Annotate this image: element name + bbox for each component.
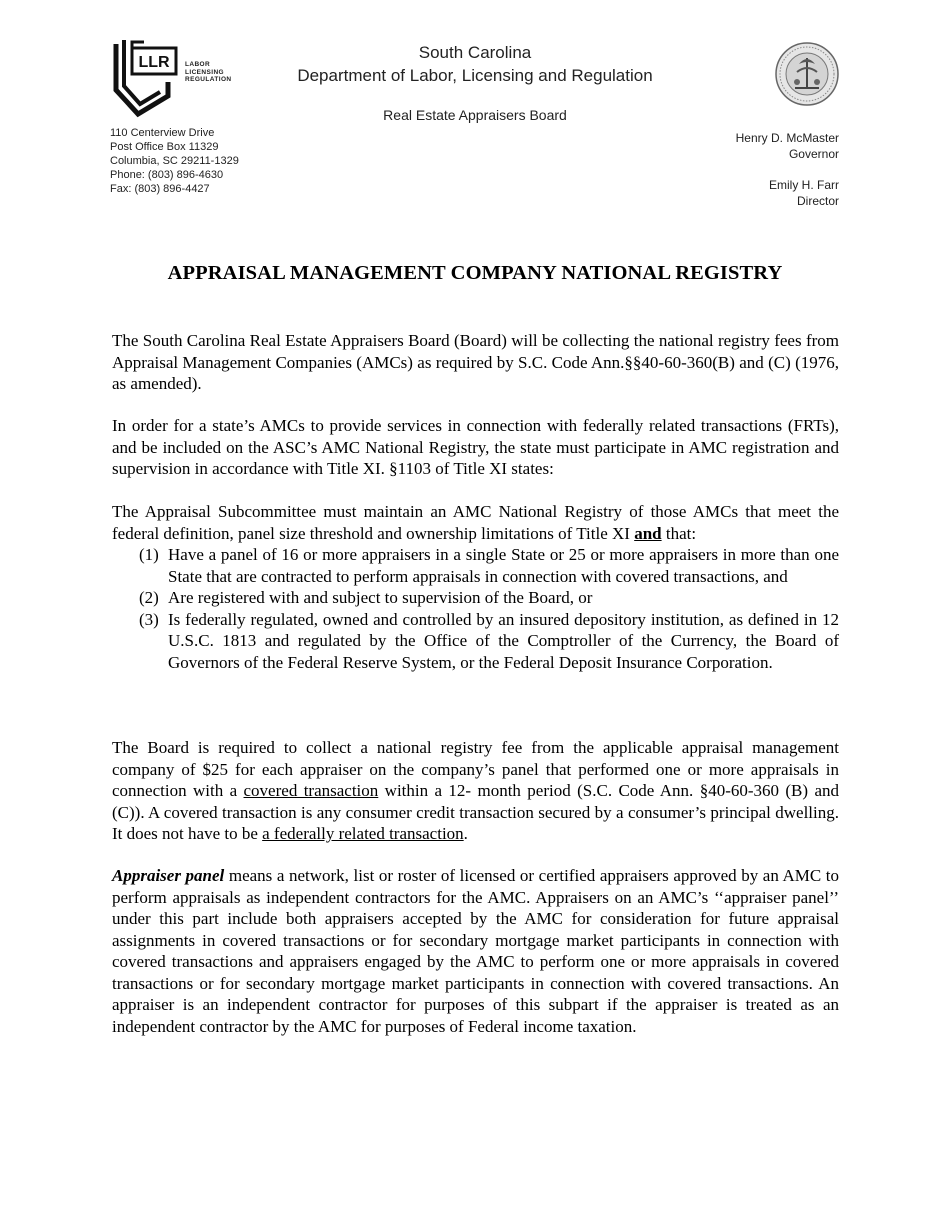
list-item [112,544,839,587]
paragraph-text: In order for a state’s AMCs to provide services in connection with federally related transactions (FRTs), and be included on the ASC’s AMC National Registry, the state must participate in AMC registration and supervision in accordance with Title XI. §1103 of Title XI states: [112,416,839,478]
logo-initials: LLR [138,54,170,71]
governor-title: Governor [788,146,839,161]
text-segment: The Board is required to collect a national registry fee from the applicable appraisal management company of $25 for each appraiser on the company’s panel that performed one or more appraisals in connection with a [112,738,839,800]
logo-wordmark [185,61,232,84]
phone-line: Phone: (803) 896-4630 [110,169,224,181]
paragraph-registry-fee [112,737,839,845]
state-seal-icon [775,42,839,106]
paragraph-participation [112,415,839,480]
definition-text: means a network, list or roster of licensed or certified appraisers approved by an AMC to perform appraisals as independent contractors for the AMC. Appraisers on an AMC’s ‘‘appraiser panel’’ under this part include both appraisers accepted by the AMC for consideration for future appraisal assignments in covered transactions or for secondary mortgage market participants in connection with covered transactions and appraisers engaged by the AMC to perform one or more appraisals in covered transactions or for secondary mortgage market participants in connection with covered transactions. An appraiser is an independent contractor for purposes of this subpart if the appraiser is treated as an independent contractor by the AMC for purposes of Federal income taxation. [112,866,839,1036]
address-line: 110 Centerview Drive [110,127,215,139]
llr-logo [110,38,250,120]
list-number: (3) [139,609,159,629]
paragraph-appraiser-panel-definition [112,865,839,1037]
officials-block [736,131,839,209]
fax-line: Fax: (803) 896-4427 [110,183,210,195]
paragraph-tail: that: [661,523,697,543]
board-name: Real Estate Appraisers Board [383,107,567,123]
paragraph-text [112,501,839,544]
list-text: Have a panel of 16 or more appraisers in a single State or 25 or more appraisers in more than one State that are contracted to perform appraisals in connection with covered transactions, and [168,545,839,586]
logo-line: LABOR [185,61,211,68]
state-name: South Carolina [418,43,532,62]
list-number: (1) [139,545,159,564]
emphasis-and: and [634,523,662,543]
paragraph-text [112,737,839,845]
agency-address [110,126,239,196]
defined-term: Appraiser panel [112,866,225,885]
covered-transaction-term: covered transaction [243,781,379,800]
list-item [112,587,839,609]
director-name: Emily H. Farr [769,178,839,192]
list-text: Is federally regulated, owned and controlled by an insured depository institution, as defined in 12 U.S.C. 1813 and regulated by the Office of the Comptroller of the Currency, the Board of Governors of the Federal Reserve System, or the Federal Deposit Insurance Corporation. [168,609,839,672]
logo-line: LICENSING [185,68,224,76]
list-text: Are registered with and subject to supervision of the Board, or [168,588,593,607]
text-segment: . [463,824,468,843]
director-title: Director [796,193,839,208]
logo-line: REGULATION [185,76,232,83]
address-line: Columbia, SC 29211-1329 [110,155,239,167]
paragraph-intro [112,330,839,395]
governor-name: Henry D. McMaster [735,131,839,145]
department-name: Department of Labor, Licensing and Regulation [297,66,653,85]
paragraph-text: The South Carolina Real Estate Appraisers Board (Board) will be collecting the national registry fees from Appraisal Management Companies (AMCs) as required by S.C. Code Ann.§§40-60-360(B) and (C) (1976, as amended). [112,331,839,393]
list-number: (2) [139,588,159,607]
address-line: Post Office Box 11329 [110,141,219,153]
document-title: APPRAISAL MANAGEMENT COMPANY NATIONAL REGISTRY [167,262,783,284]
paragraph-text [112,865,839,1037]
federally-related-transaction-term: a federally related transaction [262,824,464,843]
llr-logo-mark [110,38,185,118]
paragraph-registry-requirements [112,501,839,544]
paragraph-lead: The Appraisal Subcommittee must maintain an AMC National Registry of those AMCs that meet the federal definition, panel size threshold and ownership limitations of Title XI [112,502,839,543]
text-segment: within a 12- month period (S.C. Code Ann. §40-60-360 (B) and (C)). A covered transaction is any consumer credit transaction secured by a consumer’s principal dwelling. It does not have to be [112,781,839,843]
list-item [112,609,839,674]
requirements-list [112,544,839,673]
